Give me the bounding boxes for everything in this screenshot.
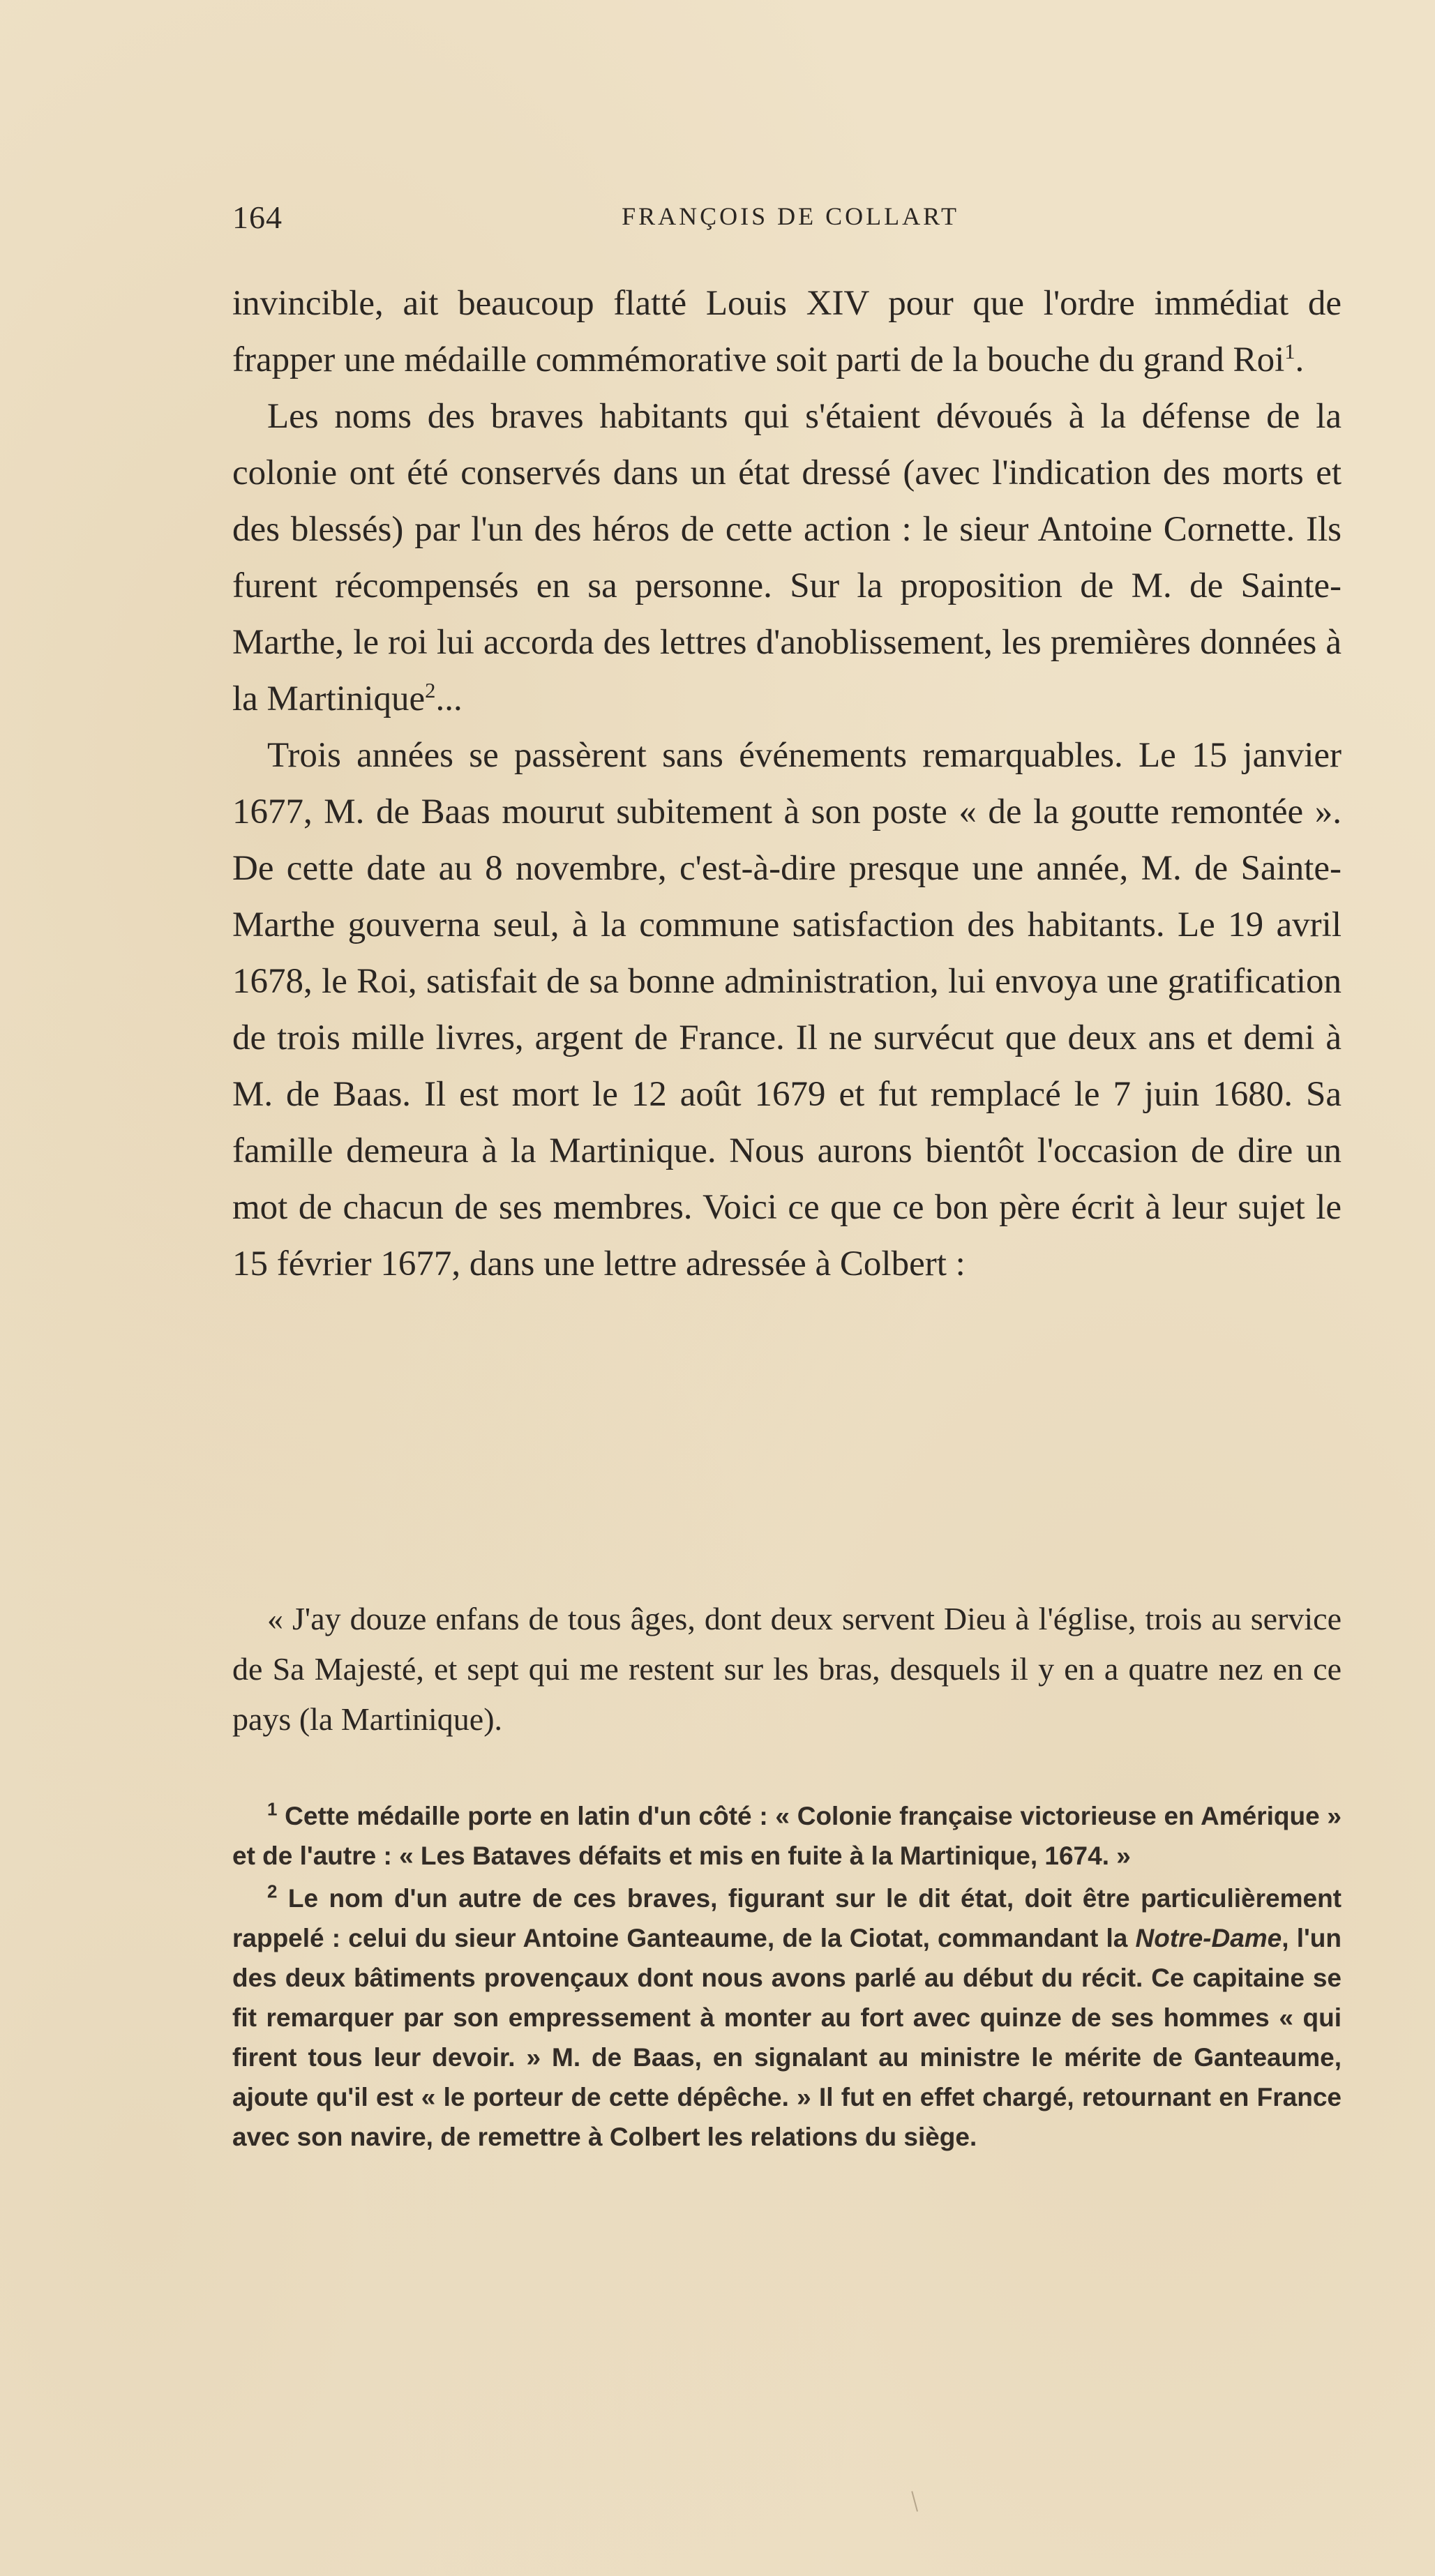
footnote-1-mark: 1	[267, 1800, 278, 1820]
footnote-2-text-a: Le nom d'un autre de ces braves, figurant sur le dit état, doit être particulièrement rappelé : celui du sieur Antoine Ganteaume, de la Ciotat, commandant la	[232, 1884, 1342, 1952]
paragraph-1	[232, 276, 1342, 389]
footnotes	[232, 1796, 1342, 2160]
footnote-1	[232, 1796, 1342, 1876]
quote-text: « J'ay douze enfans de tous âges, dont deux servent Dieu à l'église, trois au service de Sa Majesté, et sept qui me restent sur les bras, desquels il y en a quatre nez en ce pays (la Martinique).	[232, 1601, 1342, 1737]
footnote-2-ship-name: Notre-Dame	[1135, 1924, 1282, 1952]
quoted-letter	[232, 1594, 1342, 1745]
page-header	[232, 199, 1348, 241]
footnote-ref-2: 2	[425, 679, 436, 702]
paragraph-2	[232, 389, 1342, 728]
paragraph-2-end: ...	[435, 679, 463, 718]
page-number: 164	[232, 199, 283, 235]
paper-mark	[911, 2490, 923, 2512]
footnote-2-text-b: , l'un des deux bâtiments provençaux dont nous avons parlé au début du récit. Ce capitaine se fit remarquer par son empressement à monter au fort avec quinze de ses hommes « qui firent tous leur devoir. » M. de Baas, en signalant au ministre le mérite de Ganteaume, ajoute qu'il est « le porteur de cette dépêche. » Il fut en effet chargé, retournant en France avec son navire, de remettre à Colbert les relations du siège.	[232, 1924, 1342, 2151]
footnote-1-text: Cette médaille porte en latin d'un côté : « Colonie française victorieuse en Amérique » et de l'autre : « Les Bataves défaits et mis en fuite à la Martinique, 1674. »	[232, 1802, 1342, 1870]
paragraph-1-end: .	[1295, 340, 1305, 379]
running-title: FRANÇOIS DE COLLART	[622, 202, 959, 230]
paragraph-3: Trois années se passèrent sans événements remarquables. Le 15 janvier 1677, M. de Baas mourut subitement à son poste « de la goutte remontée ». De cette date au 8 novembre, c'est-à-dire presque une année, M. de Sainte-Marthe gouverna seul, à la commune satisfaction des habitants. Le 19 avril 1678, le Roi, satisfait de sa bonne administration, lui envoya une gratification de trois mille livres, argent de France. Il ne survécut que deux ans et demi à M. de Baas. Il est mort le 12 août 1679 et fut remplacé le 7 juin 1680. Sa famille demeura à la Martinique. Nous aurons bientôt l'occasion de dire un mot de chacun de ses membres. Voici ce que ce bon père écrit à leur sujet le 15 février 1677, dans une lettre adressée à Colbert :	[232, 736, 1342, 1283]
footnote-2	[232, 1878, 1342, 2157]
main-text	[232, 276, 1342, 1293]
footnote-2-mark: 2	[267, 1882, 278, 1902]
paragraph-2-text: Les noms des braves habitants qui s'étaient dévoués à la défense de la colonie ont été conservés dans un état dressé (avec l'indication des morts et des blessés) par l'un des héros de cette action : le sieur Antoine Cornette. Ils furent récompensés en sa personne. Sur la proposition de M. de Sainte-Marthe, le roi lui accorda des lettres d'anoblissement, les premières données à la Martinique	[232, 397, 1342, 718]
paragraph-1-text: invincible, ait beaucoup flatté Louis XIV pour que l'ordre immédiat de frapper une médaille commémorative soit parti de la bouche du grand Roi	[232, 284, 1342, 379]
footnote-ref-1: 1	[1284, 340, 1295, 363]
